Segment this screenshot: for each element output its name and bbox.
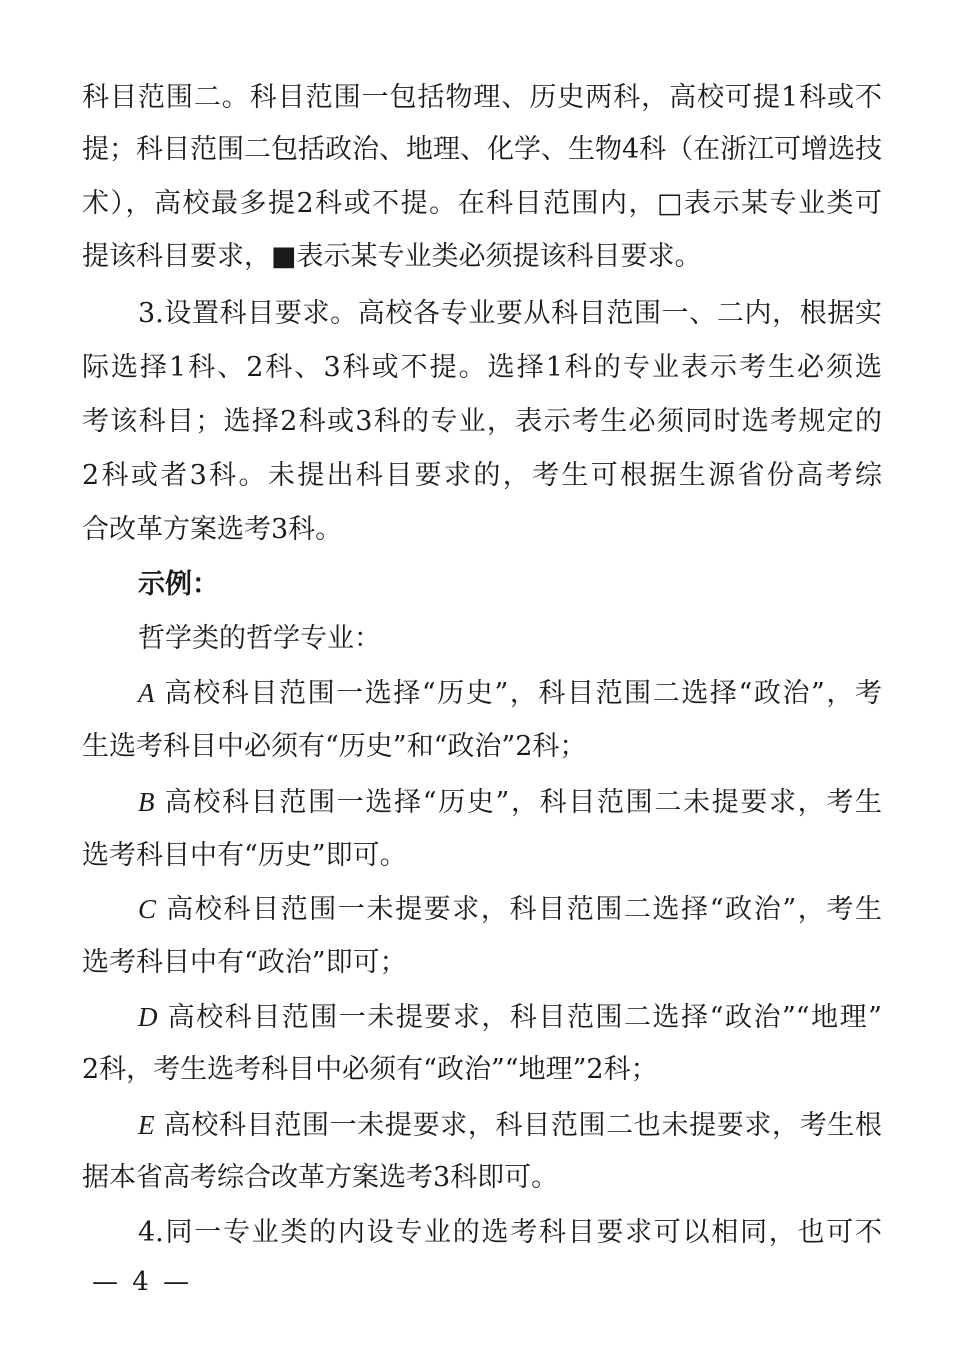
text-segment: 高校科目范围一未提要求，科目范围二也未提要求，考生根 xyxy=(163,1110,882,1141)
text-line: 际选择1科、2科、3科或不提。选择1科的专业表示考生必须选 xyxy=(82,352,882,383)
text-line: 据本省高考综合改革方案选考3科即可。 xyxy=(82,1162,559,1193)
example-letter: D xyxy=(138,1002,158,1032)
example-letter: A xyxy=(138,678,155,708)
page-number: — 4 — xyxy=(92,1267,193,1297)
text-line: 术），高校最多提2科或不提。在科目范围内，□表示某专业类可 xyxy=(82,188,882,219)
example-letter: C xyxy=(138,894,157,924)
example-letter: B xyxy=(138,787,155,817)
example-heading: 示例： xyxy=(138,569,219,600)
text-line: 生选考科目中必须有“历史”和“政治”2科； xyxy=(82,731,587,762)
text-line: 提该科目要求，■表示某专业类必须提该科目要求。 xyxy=(82,241,702,272)
text-line: 科目范围二。科目范围一包括物理、历史两科，高校可提1科或不 xyxy=(82,82,882,113)
text-line: 合改革方案选考3科。 xyxy=(82,514,343,545)
example-b-line xyxy=(138,782,882,822)
text-segment: 高校科目范围一选择“历史”，科目范围二选择“政治”，考 xyxy=(164,678,882,709)
text-line: 3.设置科目要求。高校各专业要从科目范围一、二内，根据实 xyxy=(138,298,882,329)
text-line: 提；科目范围二包括政治、地理、化学、生物4科（在浙江可增选技 xyxy=(82,134,883,165)
text-line: 选考科目中有“政治”即可； xyxy=(82,947,407,978)
example-c-line xyxy=(138,889,882,929)
text-segment: 高校科目范围一选择“历史”，科目范围二未提要求，考生 xyxy=(164,787,882,818)
text-line: 考该科目；选择2科或3科的专业，表示考生必须同时选考规定的 xyxy=(82,406,882,437)
example-e-line xyxy=(138,1105,882,1145)
text-segment: 高校科目范围一未提要求，科目范围二选择“政治”“地理” xyxy=(167,1002,882,1033)
text-line: 2科，考生选考科目中必须有“政治”“地理”2科； xyxy=(82,1054,658,1085)
text-line: 2科或者3科。未提出科目要求的，考生可根据生源省份高考综 xyxy=(82,460,882,491)
example-letter: E xyxy=(138,1110,155,1140)
text-segment: 高校科目范围一未提要求，科目范围二选择“政治”，考生 xyxy=(166,894,882,925)
example-a-line xyxy=(138,673,882,713)
example-d-line xyxy=(138,997,882,1037)
text-line: 选考科目中有“历史”即可。 xyxy=(82,840,407,871)
text-line: 哲学类的哲学专业： xyxy=(138,623,381,654)
text-line: 4.同一专业类的内设专业的选考科目要求可以相同，也可不 xyxy=(138,1217,882,1248)
